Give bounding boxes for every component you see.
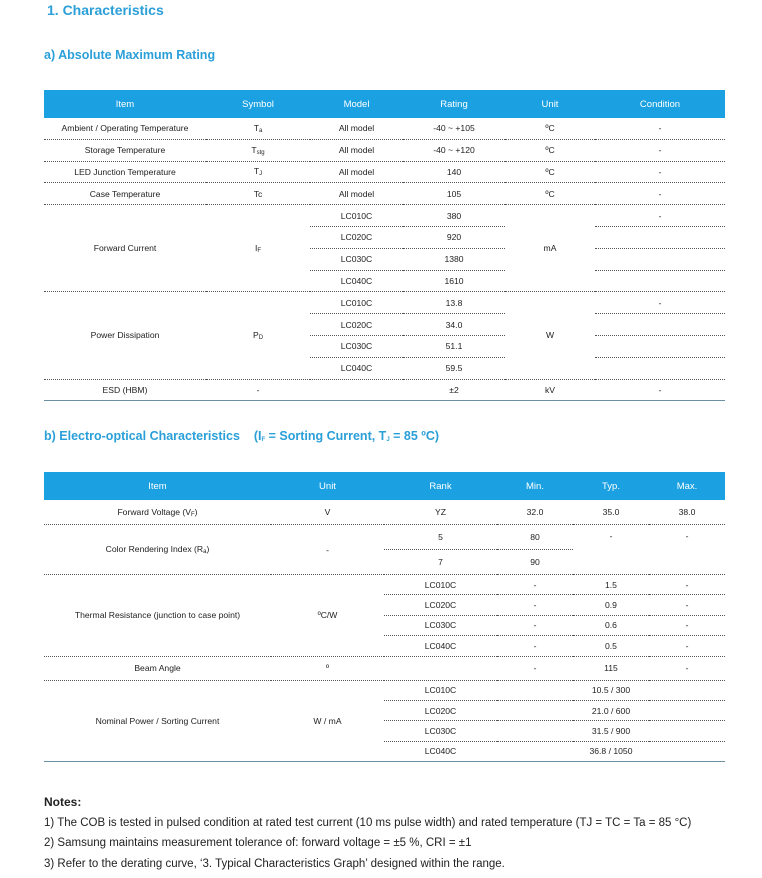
rating-cell: 380 bbox=[403, 205, 505, 227]
nominal-value: 10.5 / 300 bbox=[591, 685, 631, 696]
item-cell: Color Rendering Index (Ra) bbox=[44, 525, 271, 575]
model-cell: All model bbox=[310, 139, 403, 161]
condition-cell: - bbox=[595, 139, 725, 161]
header-item: Item bbox=[44, 90, 206, 118]
condition-cell bbox=[595, 357, 725, 379]
rating-cell: 51.1 bbox=[403, 335, 505, 357]
absolute-max-rating-heading: a) Absolute Maximum Rating bbox=[44, 48, 216, 62]
table-row bbox=[44, 292, 725, 314]
notes-section bbox=[44, 792, 691, 874]
absolute-max-rating-table bbox=[44, 90, 725, 401]
rating-cell: 140 bbox=[403, 161, 505, 183]
min-cell: - bbox=[497, 575, 573, 595]
max-cell: - bbox=[649, 656, 725, 680]
model-cell: LC010C bbox=[310, 205, 403, 227]
rank-cell: LC040C bbox=[384, 636, 497, 656]
rank-cell: YZ bbox=[384, 500, 497, 525]
typ-cell: 1.5 bbox=[573, 575, 649, 595]
section-title: 1. Characteristics bbox=[47, 2, 164, 18]
condition-cell bbox=[595, 335, 725, 357]
condition-cell: - bbox=[595, 118, 725, 139]
rating-cell: 1610 bbox=[403, 270, 505, 292]
item-cell: Thermal Resistance (junction to case point) bbox=[44, 575, 271, 657]
nominal-value: 31.5 / 900 bbox=[591, 726, 631, 737]
symbol-cell: Tc bbox=[206, 183, 310, 205]
model-cell: All model bbox=[310, 118, 403, 139]
max-cell: - bbox=[649, 636, 725, 656]
electro-optical-heading bbox=[44, 429, 439, 443]
typ-cell: 0.9 bbox=[573, 595, 649, 615]
model-cell: LC030C bbox=[310, 248, 403, 270]
symbol-cell: Tstg bbox=[206, 139, 310, 161]
symbol-cell: IF bbox=[206, 205, 310, 292]
condition-cell: - bbox=[595, 205, 725, 227]
condition-cell: - bbox=[595, 292, 725, 314]
item-cell: Nominal Power / Sorting Current bbox=[44, 680, 271, 762]
model-cell: LC040C bbox=[310, 357, 403, 379]
min-cell: 32.0 bbox=[497, 500, 573, 525]
nominal-value: 36.8 / 1050 bbox=[589, 746, 633, 757]
condition-cell bbox=[595, 226, 725, 248]
condition-cell: - bbox=[595, 379, 725, 401]
typ-cell: 35.0 bbox=[573, 500, 649, 525]
header-rating: Rating bbox=[403, 90, 505, 118]
typ-cell: 0.5 bbox=[573, 636, 649, 656]
rating-cell: 920 bbox=[403, 226, 505, 248]
max-cell: - bbox=[649, 615, 725, 635]
min-cell: 90 bbox=[497, 550, 573, 575]
item-cell: Case Temperature bbox=[44, 183, 206, 205]
typ-cell: - bbox=[573, 525, 649, 575]
model-cell: All model bbox=[310, 183, 403, 205]
rank-cell: LC040C bbox=[384, 741, 497, 761]
item-cell: Power Dissipation bbox=[44, 292, 206, 379]
rank-cell: LC030C bbox=[384, 615, 497, 635]
unit-cell: mA bbox=[505, 205, 595, 292]
model-cell: LC010C bbox=[310, 292, 403, 314]
note-item: 3) Refer to the derating curve, ‘3. Typical Characteristics Graph’ designed within the range. bbox=[44, 857, 505, 870]
table-row bbox=[44, 525, 725, 550]
model-cell bbox=[310, 379, 403, 401]
electro-optical-title: b) Electro-optical Characteristics bbox=[44, 429, 240, 443]
model-cell: LC030C bbox=[310, 335, 403, 357]
item-cell: ESD (HBM) bbox=[44, 379, 206, 401]
rating-cell: 34.0 bbox=[403, 314, 505, 336]
rank-cell: LC030C bbox=[384, 721, 497, 741]
condition-cell bbox=[595, 270, 725, 292]
unit-cell: ºC/W bbox=[271, 575, 384, 657]
item-cell: Beam Angle bbox=[44, 656, 271, 680]
min-cell: - bbox=[497, 595, 573, 615]
header-rank: Rank bbox=[384, 472, 497, 500]
min-cell: 80 bbox=[497, 525, 573, 550]
header-model: Model bbox=[310, 90, 403, 118]
rating-cell: 59.5 bbox=[403, 357, 505, 379]
table-row bbox=[44, 161, 725, 183]
symbol-cell: TJ bbox=[206, 161, 310, 183]
rank-cell: LC010C bbox=[384, 575, 497, 595]
unit-cell: ºC bbox=[505, 139, 595, 161]
header-unit: Unit bbox=[271, 472, 384, 500]
item-cell: Ambient / Operating Temperature bbox=[44, 118, 206, 139]
unit-cell: ºC bbox=[505, 118, 595, 139]
rating-cell: 1380 bbox=[403, 248, 505, 270]
condition-cell: - bbox=[595, 161, 725, 183]
notes-title: Notes: bbox=[44, 795, 82, 809]
table-row bbox=[44, 500, 725, 525]
item-cell: Forward Current bbox=[44, 205, 206, 292]
electro-optical-condition: (IF = Sorting Current, TJ = 85 ºC) bbox=[253, 429, 440, 443]
rating-cell: 13.8 bbox=[403, 292, 505, 314]
table-row bbox=[44, 656, 725, 680]
symbol-cell: Ta bbox=[206, 118, 310, 139]
rank-cell bbox=[384, 656, 497, 680]
typ-cell: 0.6 bbox=[573, 615, 649, 635]
rank-cell: LC010C bbox=[384, 680, 497, 700]
nominal-value: 21.0 / 600 bbox=[591, 705, 631, 716]
unit-cell: ºC bbox=[505, 161, 595, 183]
unit-cell: V bbox=[271, 500, 384, 525]
item-cell: Forward Voltage (VF) bbox=[44, 500, 271, 525]
max-cell: - bbox=[649, 575, 725, 595]
unit-cell: W / mA bbox=[271, 680, 384, 762]
note-item: 2) Samsung maintains measurement tolerance of: forward voltage = ±5 %, CRI = ±1 bbox=[44, 837, 472, 849]
typ-cell: 115 bbox=[573, 656, 649, 680]
note-item: 1) The COB is tested in pulsed condition at rated test current (10 ms pulse width) and rated temperature (TJ = TC = Ta = 85 °C) bbox=[44, 816, 692, 829]
header-symbol: Symbol bbox=[206, 90, 310, 118]
table-row bbox=[44, 575, 725, 595]
unit-cell: º bbox=[271, 656, 384, 680]
condition-cell: - bbox=[595, 183, 725, 205]
table-row bbox=[44, 118, 725, 139]
rank-cell: LC020C bbox=[384, 595, 497, 615]
nominal-value-cell bbox=[497, 700, 725, 720]
table-row bbox=[44, 183, 725, 205]
min-cell: - bbox=[497, 615, 573, 635]
model-cell: LC040C bbox=[310, 270, 403, 292]
header-max: Max. bbox=[649, 472, 725, 500]
condition-cell bbox=[595, 248, 725, 270]
rank-cell: LC020C bbox=[384, 700, 497, 720]
condition-cell bbox=[595, 314, 725, 336]
unit-cell: ºC bbox=[505, 183, 595, 205]
model-cell: All model bbox=[310, 161, 403, 183]
table-row bbox=[44, 379, 725, 401]
item-cell: LED Junction Temperature bbox=[44, 161, 206, 183]
header-unit: Unit bbox=[505, 90, 595, 118]
unit-cell: kV bbox=[505, 379, 595, 401]
table-header-row bbox=[44, 472, 725, 500]
max-cell: - bbox=[649, 595, 725, 615]
table-row bbox=[44, 205, 725, 227]
item-cell: Storage Temperature bbox=[44, 139, 206, 161]
table-row bbox=[44, 680, 725, 700]
electro-optical-table bbox=[44, 472, 725, 762]
unit-cell: - bbox=[271, 525, 384, 575]
rating-cell: -40 ~ +120 bbox=[403, 139, 505, 161]
model-cell: LC020C bbox=[310, 314, 403, 336]
header-typ: Typ. bbox=[573, 472, 649, 500]
rating-cell: ±2 bbox=[403, 379, 505, 401]
rating-cell: -40 ~ +105 bbox=[403, 118, 505, 139]
header-condition: Condition bbox=[595, 90, 725, 118]
max-cell: - bbox=[649, 525, 725, 575]
header-item: Item bbox=[44, 472, 271, 500]
nominal-value-cell bbox=[497, 680, 725, 700]
nominal-value-cell bbox=[497, 721, 725, 741]
model-cell: LC020C bbox=[310, 226, 403, 248]
max-cell: 38.0 bbox=[649, 500, 725, 525]
symbol-cell: PD bbox=[206, 292, 310, 379]
rank-cell: 5 bbox=[384, 525, 497, 550]
min-cell: - bbox=[497, 656, 573, 680]
nominal-value-cell bbox=[497, 741, 725, 761]
table-row bbox=[44, 139, 725, 161]
symbol-cell: - bbox=[206, 379, 310, 401]
min-cell: - bbox=[497, 636, 573, 656]
header-min: Min. bbox=[497, 472, 573, 500]
table-header-row bbox=[44, 90, 725, 118]
unit-cell: W bbox=[505, 292, 595, 379]
rating-cell: 105 bbox=[403, 183, 505, 205]
rank-cell: 7 bbox=[384, 550, 497, 575]
